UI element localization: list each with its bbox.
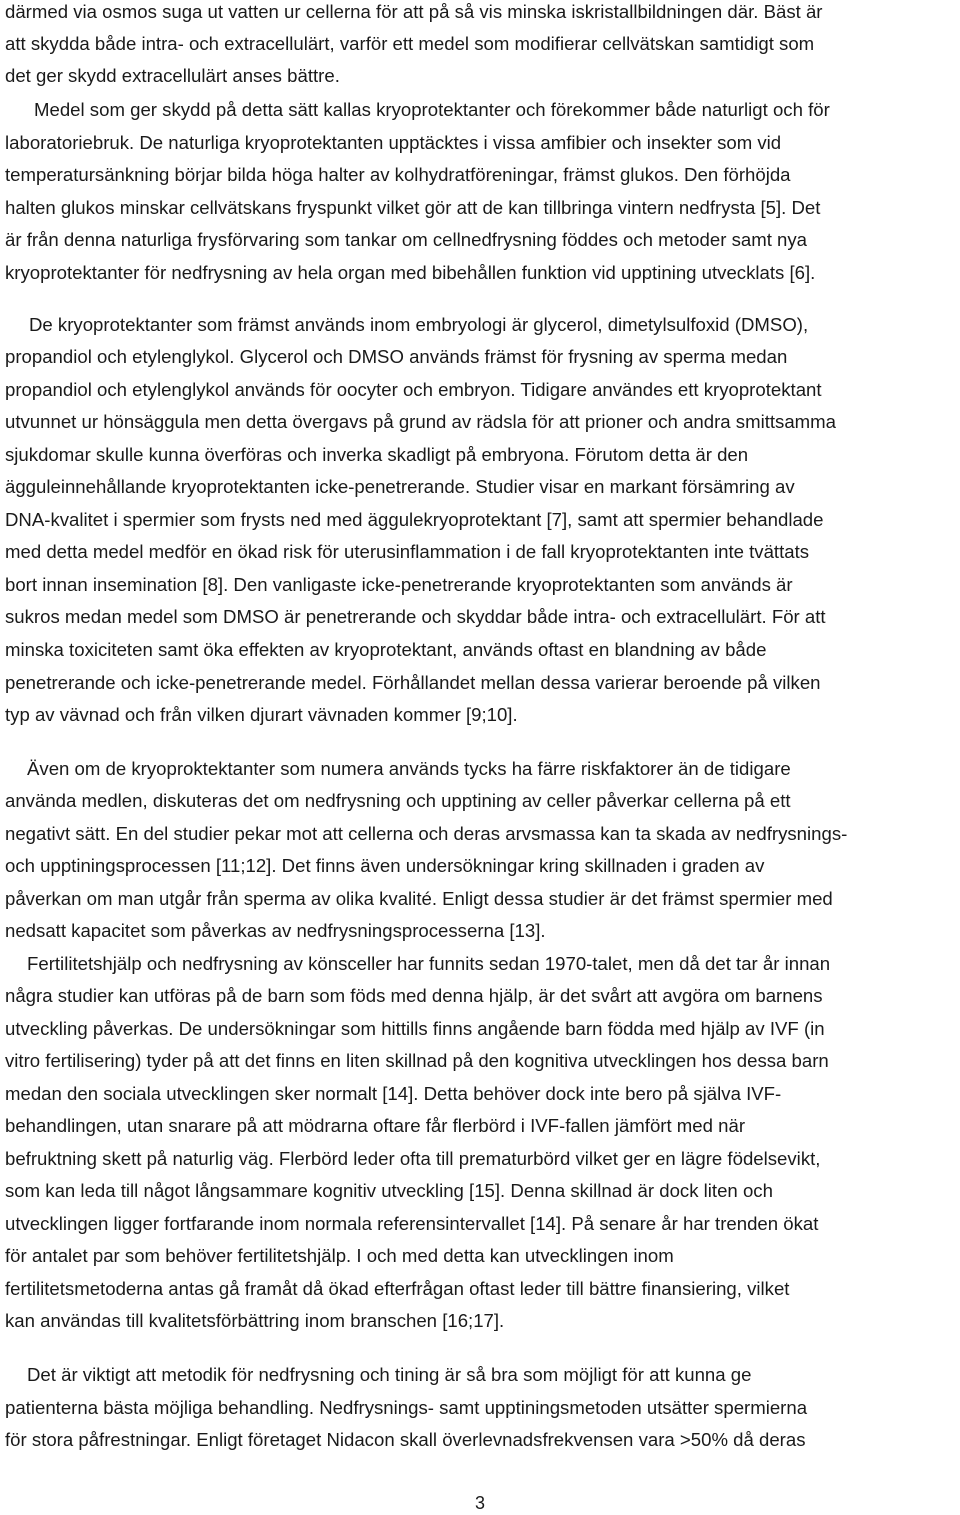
text-line: är från denna naturliga frysförvaring som tankar om cellnedfrysning föddes och metoder samt nya [5, 229, 808, 250]
text-line: Det är viktigt att metodik för nedfrysning och tining är så bra som möjligt för att kunna ge [27, 1364, 752, 1385]
text-line: det ger skydd extracellulärt anses bättre. [5, 65, 340, 86]
text-line: och upptiningsprocessen [11;12]. Det finns även undersökningar kring skillnaden i graden av [5, 855, 765, 876]
text-line: ägguleinnehållande kryoprotektanten icke-penetrerande. Studier visar en markant försämring av [5, 476, 795, 497]
text-line: medan den sociala utvecklingen sker normalt [14]. Detta behöver dock inte bero på själva IVF- [5, 1083, 782, 1104]
text-line: halten glukos minskar cellvätskans fryspunkt vilket gör att de kan tillbringa vintern nedfrysta [5]. Det [5, 197, 821, 218]
text-line: att skydda både intra- och extracellulärt, varför ett medel som modifierar cellvätskan samtidigt som [5, 33, 815, 54]
text-line: vitro fertilisering) tyder på att det finns en liten skillnad på den kognitiva utvecklingen hos dessa barn [5, 1050, 829, 1071]
text-line: utveckling påverkas. De undersökningar som hittills finns angående barn födda med hjälp av IVF (in [5, 1018, 825, 1039]
text-line: typ av vävnad och från vilken djurart vävnaden kommer [9;10]. [5, 704, 518, 725]
text-line: Medel som ger skydd på detta sätt kallas kryoprotektanter och förekommer både naturligt och för [34, 99, 830, 120]
text-line: utvecklingen ligger fortfarande inom normala referensintervallet [14]. På senare år har trenden ökat [5, 1213, 819, 1234]
text-line: Även om de kryoproktektanter som numera används tycks ha färre riskfaktorer än de tidigare [27, 758, 791, 779]
text-line: minska toxiciteten samt öka effekten av kryoprotektant, används oftast en blandning av både [5, 639, 767, 660]
text-line: som kan leda till något långsammare kognitiv utveckling [15]. Denna skillnad är dock liten och [5, 1180, 773, 1201]
text-line: Fertilitetshjälp och nedfrysning av könsceller har funnits sedan 1970-talet, men då det tar år innan [27, 953, 831, 974]
page-number: 3 [474, 1493, 485, 1513]
text-line: propandiol och etylenglykol används för oocyter och embryon. Tidigare användes ett kryoprotektant [5, 379, 822, 400]
text-line: använda medlen, diskuteras det om nedfrysning och upptining av celler påverkar cellerna på ett [5, 790, 791, 811]
text-line: därmed via osmos suga ut vatten ur cellerna för att på så vis minska iskristallbildningen där. Bäst är [5, 1, 823, 22]
text-line: sukros medan medel som DMSO är penetrerande och skyddar både intra- och extracellulärt. För att [5, 606, 826, 627]
text-line: laboratoriebruk. De naturliga kryoprotektanten upptäcktes i vissa amfibier och insekter som vid [5, 132, 782, 153]
text-line: penetrerande och icke-penetrerande medel. Förhållandet mellan dessa varierar beroende på vilken [5, 672, 821, 693]
text-line: för antalet par som behöver fertilitetshjälp. I och med detta kan utvecklingen inom [5, 1245, 674, 1266]
text-line: fertilitetsmetoderna antas gå framåt då ökad efterfrågan oftast leder till bättre finansiering, vilket [5, 1278, 790, 1299]
text-line: sjukdomar skulle kunna överföras och inverka skadligt på embryona. Förutom detta är den [5, 444, 749, 465]
text-line: för stora påfrestningar. Enligt företaget Nidacon skall överlevnadsfrekvensen vara >50% då deras [5, 1429, 806, 1450]
text-line: bort innan insemination [8]. Den vanligaste icke-penetrerande kryoprotektanten som används är [5, 574, 793, 595]
text-line: propandiol och etylenglykol. Glycerol och DMSO används främst för frysning av sperma medan [5, 346, 788, 367]
text-line: nedsatt kapacitet som påverkas av nedfrysningsprocesserna [13]. [5, 920, 546, 941]
text-line: patienterna bästa möjliga behandling. Nedfrysnings- samt upptiningsmetoden utsätter spermierna [5, 1397, 808, 1418]
text-line: kan användas till kvalitetsförbättring inom branschen [16;17]. [5, 1310, 505, 1331]
text-line: DNA-kvalitet i spermier som frysts ned med äggulekryoprotektant [7], samt att spermier behandlade [5, 509, 824, 530]
text-line: De kryoprotektanter som främst används inom embryologi är glycerol, dimetylsulfoxid (DMSO), [29, 314, 809, 335]
text-line: påverkan om man utgår från sperma av olika kvalité. Enligt dessa studier är det främst spermier med [5, 888, 833, 909]
text-line: negativt sätt. En del studier pekar mot att cellerna och deras arvsmassa kan ta skada av nedfrysnings- [5, 823, 848, 844]
text-line: befruktning skett på naturlig väg. Flerbörd leder ofta till prematurbörd vilket ger en lägre födelsevikt, [5, 1148, 821, 1169]
text-line: med detta medel medför en ökad risk för uterusinflammation i de fall kryoprotektanten inte tvättats [5, 541, 810, 562]
text-line: kryoprotektanter för nedfrysning av hela organ med bibehållen funktion vid upptining utvecklats [6]. [5, 262, 816, 283]
text-line: några studier kan utföras på de barn som föds med denna hjälp, är det svårt att avgöra om barnens [5, 985, 823, 1006]
text-line: temperatursänkning börjar bilda höga halter av kolhydratföreningar, främst glukos. Den förhöjda [5, 164, 791, 185]
text-line: behandlingen, utan snarare på att mödrarna oftare får flerbörd i IVF-fallen jämfört med när [5, 1115, 746, 1136]
text-line: utvunnet ur hönsäggula men detta övergavs på grund av rädsla för att prioner och andra smittsamma [5, 411, 836, 432]
